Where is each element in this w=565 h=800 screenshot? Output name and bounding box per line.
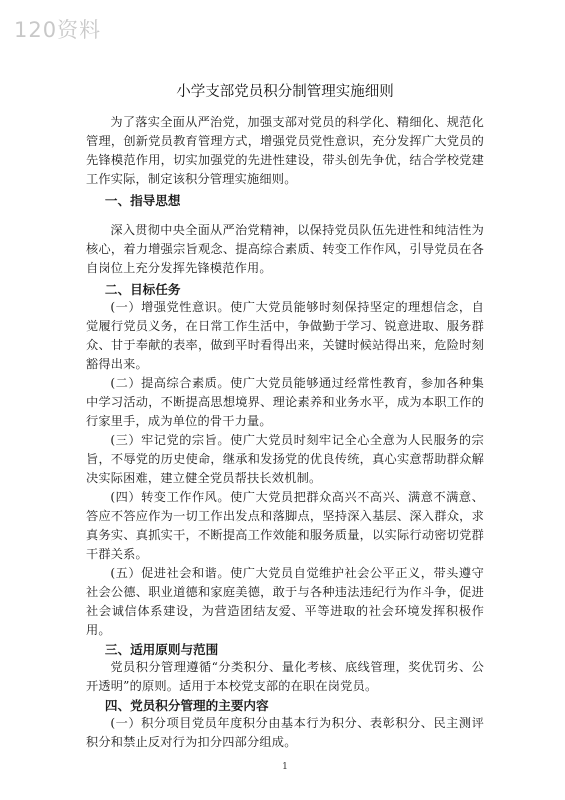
section-heading-principles: 三、适用原则与范围 [104,642,219,657]
paragraph-goal-1: (一）增强党性意识。使广大党员能够时刻保持坚定的理想信念，自觉履行党员义务，在日常工作生活中，争做勤于学习、锐意进取、服务群众、甘于奉献的表率，做到平时看得出来，关键时候站得出来，危险时刻豁得出来。 [86,300,484,371]
section-heading-main-content: 四、党员积分管理的主要内容 [104,698,269,713]
intro-paragraph: 为了落实全面从严治党，加强支部对党员的科学化、精细化、规范化管理，创新党员教育管理方式，增强党员党性意识，充分发挥广大党员的先锋模范作用，切实加强党的先进性建设，带头创先争优，结合学校党建工作实际，制定该积分管理实施细则。 [86,115,484,186]
paragraph-guiding-ideology: 深入贯彻中央全面从严治党精神，以保持党员队伍先进性和纯洁性为核心，着力增强宗旨观念、提高综合素质、转变工作作风，引导党员在各自岗位上充分发挥先锋模范作用。 [86,223,484,275]
paragraph-goal-5: (五）促进社会和谐。使广大党员自觉维护社会公平正义，带头遵守社会公德、职业道德和家庭美德，敢于与各种违法违纪行为作斗争，促进社会诚信体系建设，为营造团结友爱、平等进取的社会环境发挥积极作用。 [86,566,484,637]
watermark-logo-text: 120资料 [14,18,102,42]
page-number: 1 [282,762,288,772]
paragraph-content-1: (一）积分项目党员年度积分由基本行为积分、表彰积分、民主测评积分和禁止反对行为扣分四部分组成。 [86,716,484,749]
paragraph-principles: 党员积分管理遵循“分类积分、量化考核、底线管理，奖优罚劣、公开透明”的原则。适用于本校党支部的在职在岗党员。 [86,660,484,693]
page-title: 小学支部党员积分制管理实施细则 [176,84,394,100]
section-heading-guiding-ideology: 一、指导思想 [104,193,181,208]
section-heading-goals: 二、目标任务 [104,282,181,297]
paragraph-goal-3: (三）牢记党的宗旨。使广大党员时刻牢记全心全意为人民服务的宗旨，不辱党的历史使命，继承和发扬党的优良传统，真心实意帮助群众解决实际困难，建立健全党员帮扶长效机制。 [86,433,484,485]
paragraph-goal-2: (二）提高综合素质。使广大党员能够通过经常性教育，参加各种集中学习活动，不断提高思想境界、理论素养和业务水平，成为本职工作的行家里手，成为单位的骨干力量。 [86,376,484,428]
paragraph-goal-4: (四）转变工作作风。使广大党员把群众高兴不高兴、满意不满意、答应不答应作为一切工作出发点和落脚点，坚持深入基层、深入群众，求真务实、真抓实干，不断提高工作效能和服务质量，以实际行动密切党群干群关系。 [86,490,484,561]
